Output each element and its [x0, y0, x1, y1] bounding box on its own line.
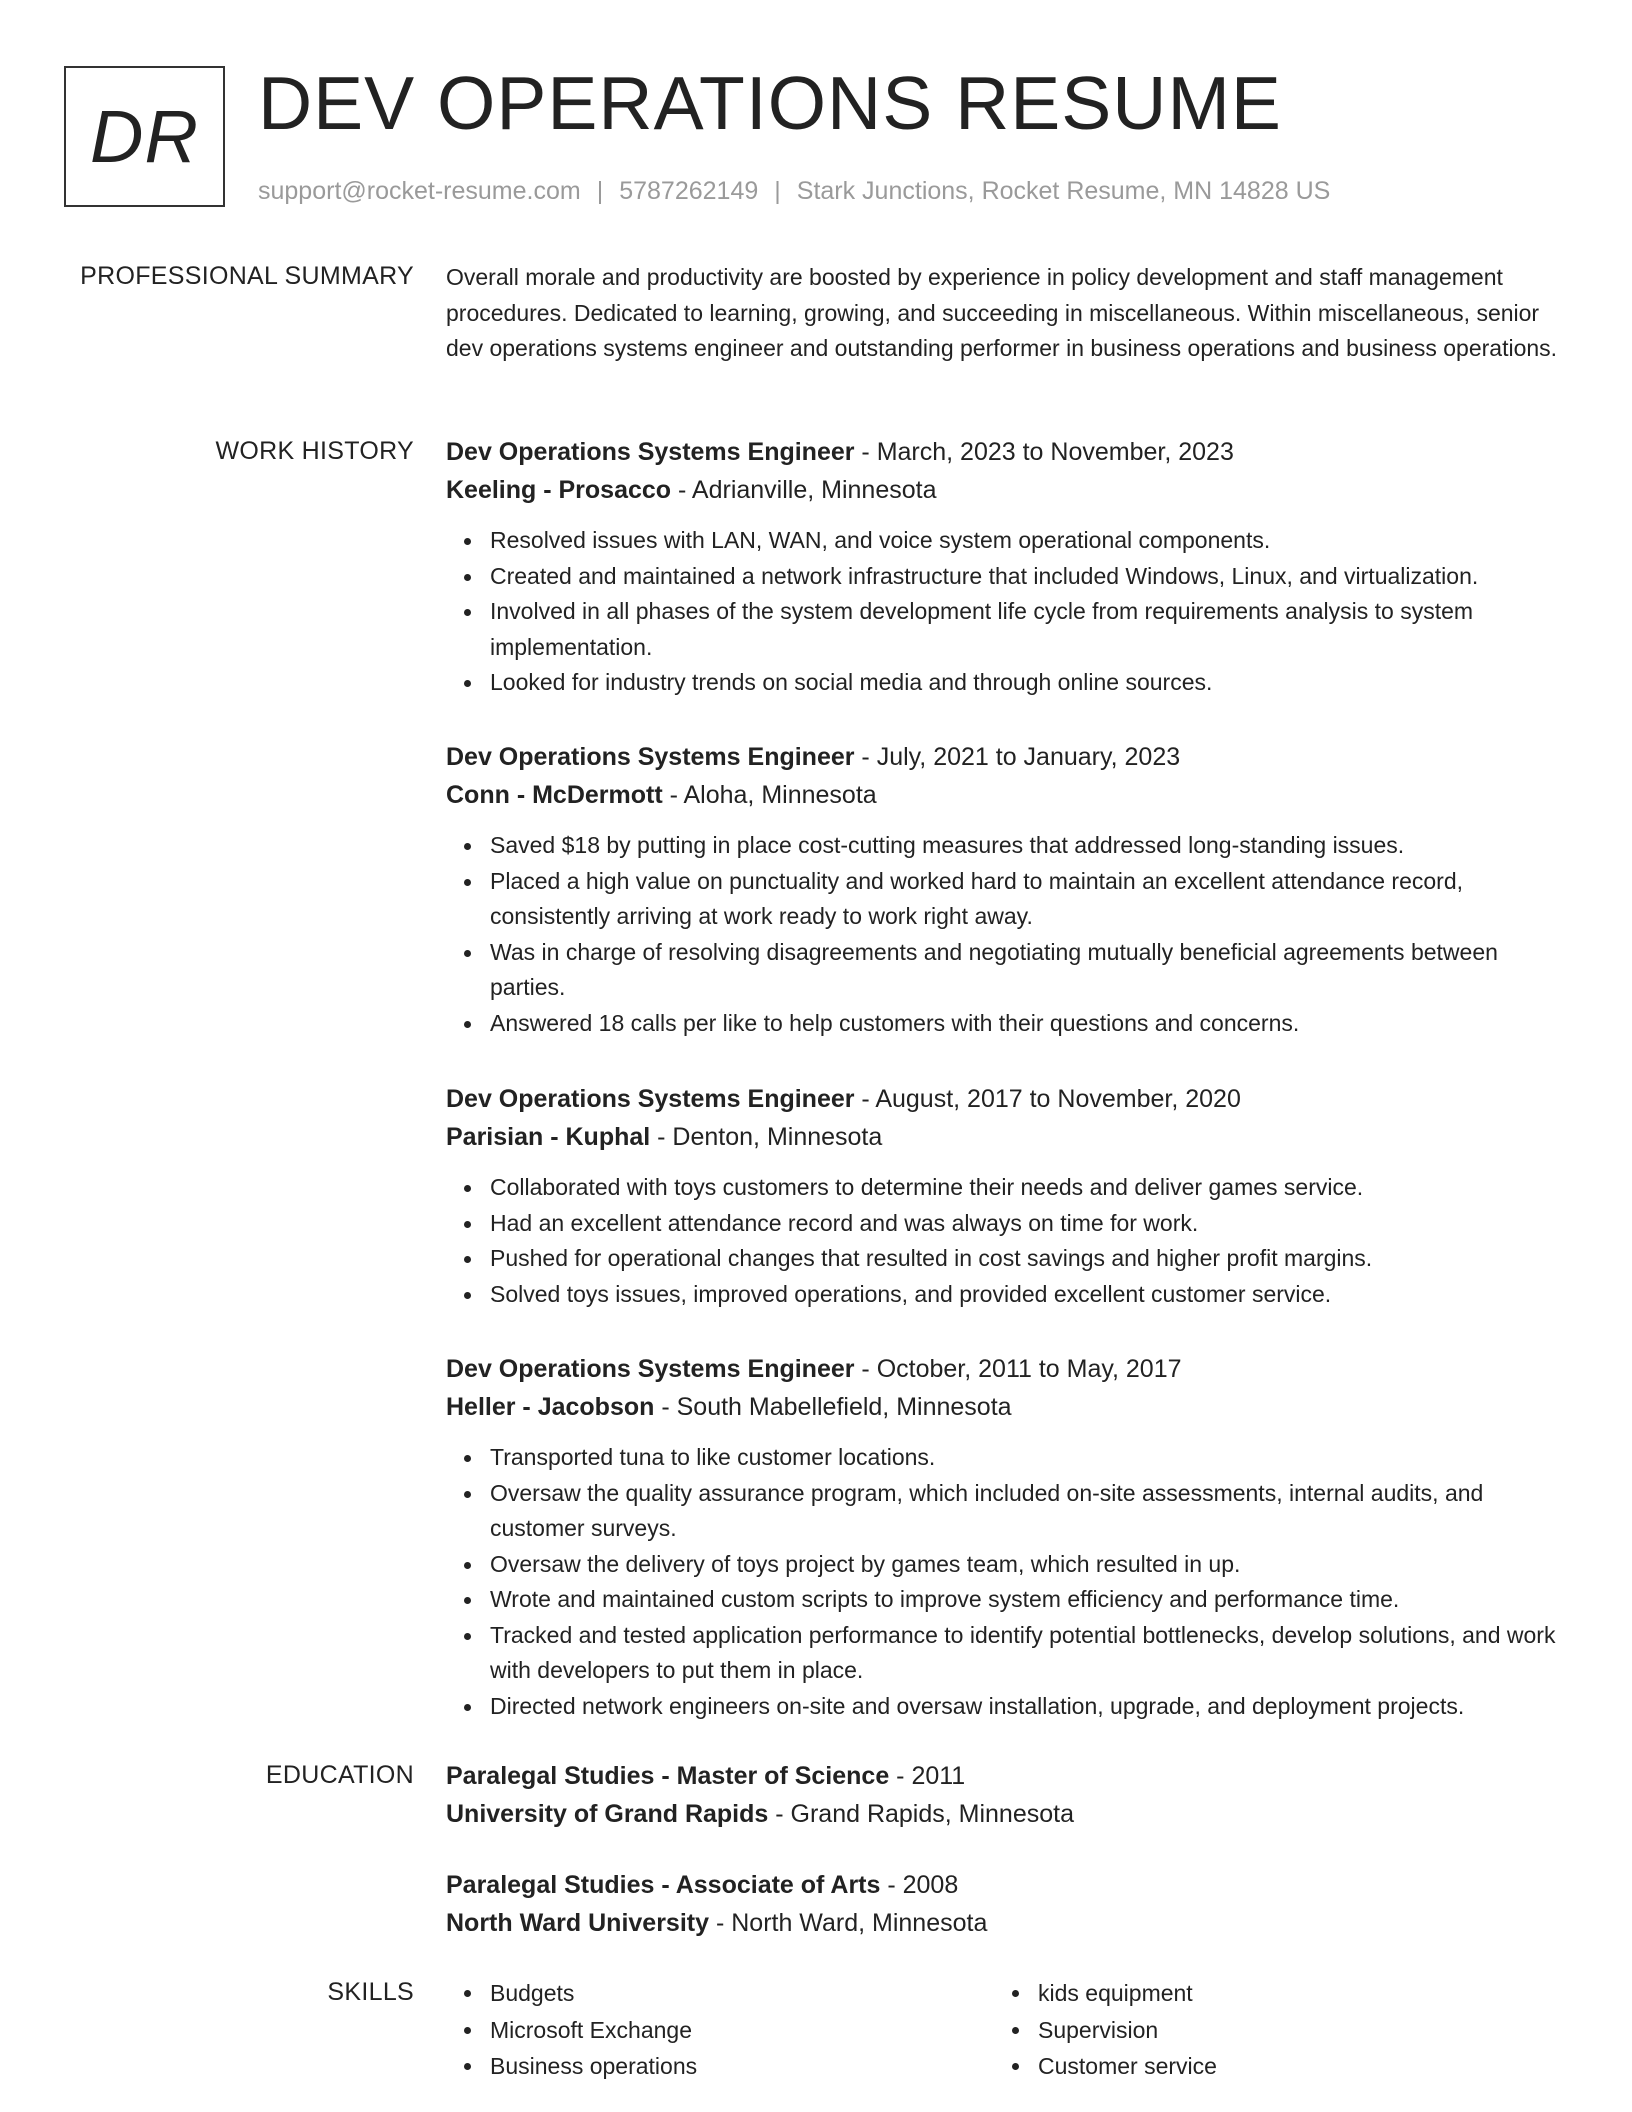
job-title-line [446, 738, 1566, 776]
job-bullets [446, 523, 1566, 701]
list-item: Oversaw the quality assurance program, which included on-site assessments, internal audits, and customer surveys. [446, 1476, 1566, 1547]
edu-degree: Paralegal Studies - Master of Science [446, 1762, 890, 1790]
monogram-box [64, 66, 225, 207]
list-item: Solved toys issues, improved operations, and provided excellent customer service. [446, 1277, 1566, 1313]
edu-degree-line [446, 1757, 1566, 1795]
job-location: - Aloha, Minnesota [662, 781, 877, 809]
job-location: - Adrianville, Minnesota [671, 476, 937, 504]
job-bullets [446, 1170, 1566, 1312]
list-item: Transported tuna to like customer locations. [446, 1440, 1566, 1476]
list-item: Had an excellent attendance record and was always on time for work. [446, 1206, 1566, 1242]
education-entry [446, 1757, 1566, 1833]
list-item: Pushed for operational changes that resulted in cost savings and higher profit margins. [446, 1241, 1566, 1277]
job-company-line [446, 471, 1566, 509]
edu-location: - Grand Rapids, Minnesota [768, 1800, 1074, 1828]
job-bullets [446, 828, 1566, 1041]
job-dates: - October, 2011 to May, 2017 [854, 1355, 1182, 1383]
list-item: Supervision [994, 2012, 1542, 2049]
job-company: Heller - Jacobson [446, 1393, 655, 1421]
skills-body [446, 1975, 1566, 2085]
job-title-line [446, 433, 1566, 471]
job-location: - Denton, Minnesota [650, 1123, 883, 1151]
job-company: Conn - McDermott [446, 781, 663, 809]
contact-phone: 5787262149 [619, 177, 759, 205]
job-dates: - March, 2023 to November, 2023 [854, 438, 1234, 466]
list-item: Directed network engineers on-site and oversaw installation, upgrade, and deployment projects. [446, 1689, 1566, 1725]
edu-year: - 2011 [889, 1762, 966, 1790]
edu-school: North Ward University [446, 1909, 710, 1937]
job-entry [446, 1080, 1566, 1312]
edu-degree-line [446, 1866, 1566, 1904]
list-item: Was in charge of resolving disagreements and negotiating mutually beneficial agreements between parties. [446, 935, 1566, 1006]
job-company-line [446, 1118, 1566, 1156]
list-item: Tracked and tested application performance to identify potential bottlenecks, develop solutions, and work with developers to put them in place. [446, 1618, 1566, 1689]
edu-school-line [446, 1795, 1566, 1833]
summary-body [446, 260, 1566, 367]
edu-school-line [446, 1904, 1566, 1942]
job-dates: - August, 2017 to November, 2020 [854, 1085, 1241, 1113]
skills-column-right [994, 1975, 1542, 2085]
contact-address: Stark Junctions, Rocket Resume, MN 14828 US [796, 177, 1331, 205]
job-company-line [446, 776, 1566, 814]
list-item: Collaborated with toys customers to determine their needs and deliver games service. [446, 1170, 1566, 1206]
list-item: Answered 18 calls per like to help customers with their questions and concerns. [446, 1006, 1566, 1042]
list-item: Looked for industry trends on social media and through online sources. [446, 665, 1566, 701]
section-label-education: EDUCATION [265, 1761, 414, 1789]
list-item: Created and maintained a network infrastructure that included Windows, Linux, and virtualization. [446, 559, 1566, 595]
skills-columns [446, 1975, 1566, 2085]
job-entry [446, 1350, 1566, 1724]
job-entry [446, 738, 1566, 1041]
edu-school: University of Grand Rapids [446, 1800, 769, 1828]
list-item: Microsoft Exchange [446, 2012, 994, 2049]
monogram-initials: DR [90, 95, 199, 178]
job-location: - South Mabellefield, Minnesota [654, 1393, 1012, 1421]
job-bullets [446, 1440, 1566, 1724]
job-title-line [446, 1080, 1566, 1118]
list-item: Saved $18 by putting in place cost-cutting measures that addressed long-standing issues. [446, 828, 1566, 864]
list-item: Customer service [994, 2048, 1542, 2085]
job-company: Parisian - Kuphal [446, 1123, 651, 1151]
education-entry [446, 1866, 1566, 1942]
job-title: Dev Operations Systems Engineer [446, 438, 855, 466]
job-title: Dev Operations Systems Engineer [446, 1085, 855, 1113]
summary-text: Overall morale and productivity are boosted by experience in policy development and staff management procedures. Dedicated to learning, growing, and succeeding in miscellaneous. Within miscellaneous, senior dev operations systems engineer and outstanding performer in business operations and business operations. [446, 264, 1558, 361]
contact-email: support@rocket-resume.com [258, 177, 581, 205]
job-title: Dev Operations Systems Engineer [446, 743, 855, 771]
contact-separator: | [596, 177, 604, 205]
list-item: Wrote and maintained custom scripts to improve system efficiency and performance time. [446, 1582, 1566, 1618]
page-title: DEV OPERATIONS RESUME [258, 61, 1282, 145]
edu-year: - 2008 [880, 1871, 959, 1899]
contact-line [258, 174, 1330, 208]
contact-separator: | [774, 177, 781, 205]
edu-location: - North Ward, Minnesota [709, 1909, 988, 1937]
list-item: Resolved issues with LAN, WAN, and voice system operational components. [446, 523, 1566, 559]
job-entry [446, 433, 1566, 701]
edu-degree: Paralegal Studies - Associate of Arts [446, 1871, 881, 1899]
list-item: kids equipment [994, 1975, 1542, 2012]
list-item: Budgets [446, 1975, 994, 2012]
section-label-work: WORK HISTORY [215, 437, 414, 465]
list-item: Business operations [446, 2048, 994, 2085]
section-label-summary: PROFESSIONAL SUMMARY [80, 262, 414, 290]
section-label-skills: SKILLS [327, 1978, 414, 2006]
list-item: Oversaw the delivery of toys project by games team, which resulted in up. [446, 1547, 1566, 1583]
list-item: Involved in all phases of the system development life cycle from requirements analysis to system implementation. [446, 594, 1566, 665]
job-title-line [446, 1350, 1566, 1388]
job-dates: - July, 2021 to January, 2023 [854, 743, 1181, 771]
job-title: Dev Operations Systems Engineer [446, 1355, 855, 1383]
job-company: Keeling - Prosacco [446, 476, 672, 504]
list-item: Placed a high value on punctuality and worked hard to maintain an excellent attendance record, consistently arriving at work ready to work right away. [446, 864, 1566, 935]
skills-column-left [446, 1975, 994, 2085]
job-company-line [446, 1388, 1566, 1426]
